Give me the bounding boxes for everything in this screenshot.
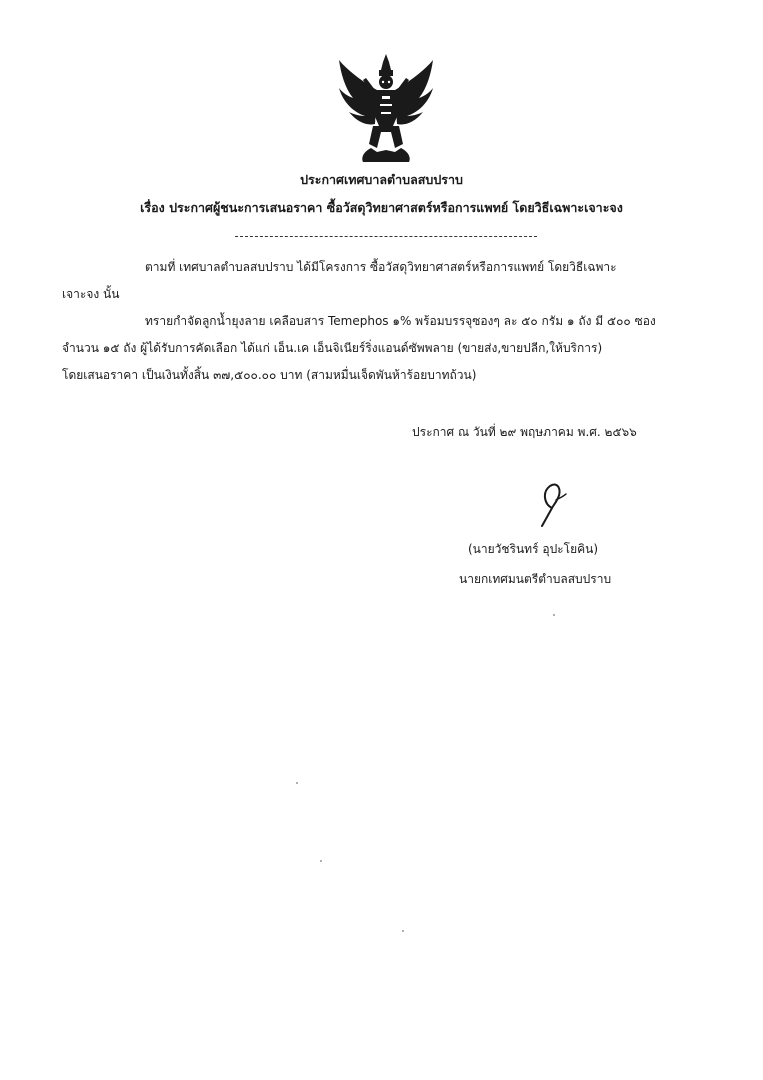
scan-speck bbox=[320, 860, 322, 862]
paragraph-1-line-1: ตามที่ เทศบาลตำบลสบปราบ ได้มีโครงการ ซื้อวัสดุวิทยาศาสตร์หรือการแพทย์ โดยวิธีเฉพาะ bbox=[145, 260, 617, 274]
title-divider bbox=[235, 236, 537, 237]
signer-title: นายกเทศมนตรีตำบลสบปราบ bbox=[459, 572, 612, 586]
paragraph-2-line-1: ทรายกำจัดลูกน้ำยุงลาย เคลือบสาร Temephos ๑% พร้อมบรรจุซองๆ ละ ๕๐ กรัม ๑ ถัง มี ๕๐๐ ซอง bbox=[145, 314, 656, 328]
paragraph-2-line-2: จำนวน ๑๕ ถัง ผู้ได้รับการคัดเลือก ได้แก่ เอ็น.เค เอ็นจิเนียร์ริ่งแอนด์ซัพพลาย (ขายส่ง,ขายปลีก,ให้บริการ) bbox=[62, 341, 603, 355]
signer-name: (นายวัชรินทร์ อุปะโยคิน) bbox=[468, 542, 599, 556]
announcement-subject: เรื่อง ประกาศผู้ชนะการเสนอราคา ซื้อวัสดุวิทยาศาสตร์หรือการแพทย์ โดยวิธีเฉพาะเจาะจง bbox=[140, 200, 623, 215]
handwritten-signature-icon bbox=[532, 478, 572, 530]
scan-speck bbox=[296, 782, 298, 784]
garuda-emblem-icon bbox=[333, 52, 439, 164]
announcement-date: ประกาศ ณ วันที่ ๒๙ พฤษภาคม พ.ศ. ๒๕๖๖ bbox=[412, 425, 637, 439]
announcement-title: ประกาศเทศบาลตำบลสบปราบ bbox=[300, 172, 463, 187]
scan-speck bbox=[553, 614, 555, 616]
paragraph-1-line-2: เจาะจง นั้น bbox=[62, 287, 120, 301]
paragraph-2-line-3: โดยเสนอราคา เป็นเงินทั้งสิ้น ๓๗,๕๐๐.๐๐ บาท (สามหมื่นเจ็ดพันห้าร้อยบาทถ้วน) bbox=[62, 368, 477, 382]
scan-speck bbox=[402, 930, 404, 932]
